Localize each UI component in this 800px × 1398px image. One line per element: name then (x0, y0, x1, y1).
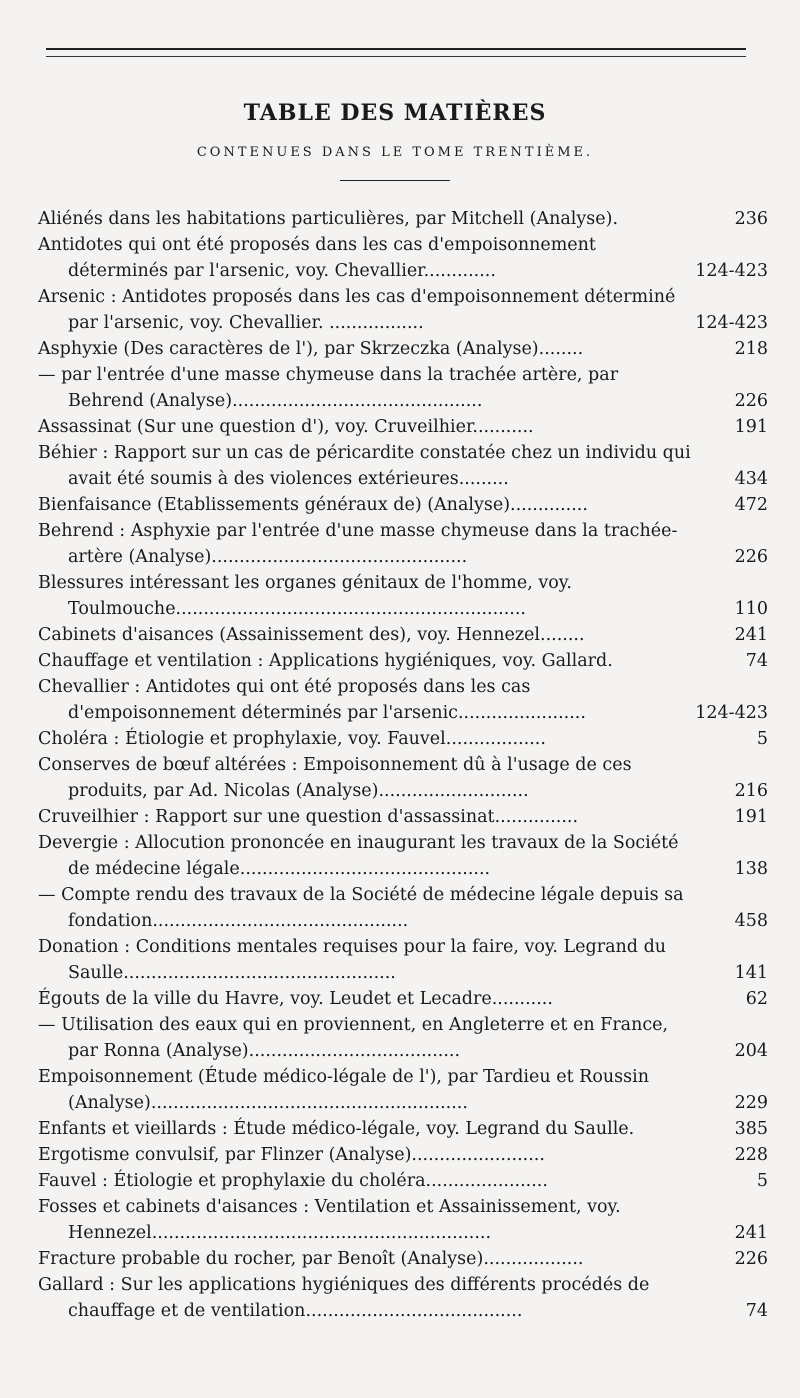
toc-entry-page: 191 (734, 807, 768, 827)
toc-entry (38, 1272, 768, 1324)
toc-entry (38, 284, 768, 336)
toc-entry-text: Assassinat (Sur une question d'), voy. Cruveilhier........... (38, 417, 534, 437)
toc-entry (38, 362, 768, 414)
toc-entry-page: 124-423 (695, 313, 768, 333)
toc-entry-page: 229 (734, 1093, 768, 1113)
toc-entry-page: 141 (734, 963, 768, 983)
toc-entry-text: Enfants et vieillards : Étude médico-légale, voy. Legrand du Saulle. (38, 1119, 635, 1139)
toc-entry (38, 1194, 768, 1246)
toc-entry-page: 138 (734, 859, 768, 879)
toc-entry-page: 124-423 (695, 703, 768, 723)
page-subtitle: CONTENUES DANS LE TOME TRENTIÈME. (196, 145, 594, 160)
toc-entry-page: 385 (734, 1119, 768, 1139)
toc-entry-text: — Compte rendu des travaux de la Société de médecine légale depuis sa fondation.............................................. (38, 885, 684, 931)
toc-entry-page: 434 (734, 469, 768, 489)
toc-entry-page: 226 (734, 1249, 768, 1269)
toc-entry-text: — par l'entrée d'une masse chymeuse dans la trachée artère, par Behrend (Analyse)............................................. (38, 365, 619, 411)
toc-entry (38, 206, 768, 232)
toc-entry-page: 124-423 (695, 261, 768, 281)
toc-entry-page: 218 (734, 339, 768, 359)
toc-entry (38, 934, 768, 986)
subtitle-rule (340, 180, 450, 181)
toc-entry-page: 62 (745, 989, 768, 1009)
toc-entry (38, 1064, 768, 1116)
toc-entry-text: Donation : Conditions mentales requises pour la faire, voy. Legrand du Saulle................................................. (38, 937, 667, 983)
toc-entry (38, 674, 768, 726)
toc-entry-text: Cabinets d'aisances (Assainissement des), voy. Hennezel........ (38, 625, 585, 645)
toc-entry-page: 458 (734, 911, 768, 931)
toc-entry (38, 986, 768, 1012)
toc-entry-text: Fauvel : Étiologie et prophylaxie du choléra...................... (38, 1171, 548, 1191)
toc-entry (38, 518, 768, 570)
toc-entry-text: Aliénés dans les habitations particulières, par Mitchell (Analyse). (38, 209, 619, 229)
toc-entry-text: Ergotisme convulsif, par Flinzer (Analyse)........................ (38, 1145, 545, 1165)
toc-entry-page: 204 (734, 1041, 768, 1061)
toc-entry-text: Gallard : Sur les applications hygiéniques des différents procédés de chauffage et de ventilation....................................... (38, 1275, 650, 1321)
toc-entry-page: 236 (734, 209, 768, 229)
toc-entry-text: Béhier : Rapport sur un cas de péricardite constatée chez un individu qui avait été soumis à des violences extérieures......... (38, 443, 691, 489)
page-title: TABLE DES MATIÈRES (243, 100, 547, 126)
toc-entry-text: Égouts de la ville du Havre, voy. Leudet et Lecadre........... (38, 989, 553, 1009)
toc-entry (38, 1142, 768, 1168)
toc-entry-page: 228 (734, 1145, 768, 1165)
toc-entry-text: Antidotes qui ont été proposés dans les cas d'empoisonnement déterminés par l'arsenic, voy. Chevallier............. (38, 235, 596, 281)
toc-entry-text: Fosses et cabinets d'aisances : Ventilation et Assainissement, voy. Hennezel............................................................. (38, 1197, 621, 1243)
toc-entry-text: Devergie : Allocution prononcée en inaugurant les travaux de la Société de médecine légale............................................. (38, 833, 679, 879)
toc-entry (38, 622, 768, 648)
toc-entry-text: Blessures intéressant les organes génitaux de l'homme, voy. Toulmouche............................................................... (38, 573, 572, 619)
toc-entry-text: Chauffage et ventilation : Applications hygiéniques, voy. Gallard. (38, 651, 613, 671)
toc-entry-text: Empoisonnement (Étude médico-légale de l'), par Tardieu et Roussin (Analyse)......................................................... (38, 1067, 649, 1113)
toc-entry-text: Bienfaisance (Etablissements généraux de) (Analyse).............. (38, 495, 588, 515)
toc-list (38, 206, 768, 1324)
toc-entry-text: — Utilisation des eaux qui en proviennent, en Angleterre et en France, par Ronna (Analyse)...................................... (38, 1015, 669, 1061)
toc-entry-text: Conserves de bœuf altérées : Empoisonnement dû à l'usage de ces produits, par Ad. Nicolas (Analyse)........................... (38, 755, 632, 801)
toc-entry-text: Arsenic : Antidotes proposés dans les cas d'empoisonnement déterminé par l'arsenic, voy. Chevallier. ................. (38, 287, 676, 333)
toc-entry-page: 110 (734, 599, 768, 619)
toc-entry (38, 804, 768, 830)
toc-entry (38, 336, 768, 362)
toc-entry-page: 74 (745, 1301, 768, 1321)
toc-entry-text: Fracture probable du rocher, par Benoît (Analyse).................. (38, 1249, 584, 1269)
toc-entry (38, 1246, 768, 1272)
toc-entry-page: 241 (734, 625, 768, 645)
toc-entry-text: Behrend : Asphyxie par l'entrée d'une masse chymeuse dans la trachée-artère (Analyse).............................................. (38, 521, 678, 567)
toc-entry (38, 1116, 768, 1142)
toc-entry (38, 570, 768, 622)
toc-entry-page: 74 (745, 651, 768, 671)
top-rule-thin (46, 56, 746, 57)
toc-entry (38, 726, 768, 752)
toc-entry (38, 752, 768, 804)
toc-entry (38, 414, 768, 440)
toc-entry-text: Choléra : Étiologie et prophylaxie, voy. Fauvel.................. (38, 729, 546, 749)
toc-entry-page: 5 (756, 1171, 768, 1191)
toc-entry-page: 216 (734, 781, 768, 801)
toc-entry-page: 191 (734, 417, 768, 437)
toc-entry-page: 5 (756, 729, 768, 749)
top-rule (46, 48, 746, 50)
toc-entry (38, 492, 768, 518)
toc-entry-page: 226 (734, 391, 768, 411)
toc-entry-text: Cruveilhier : Rapport sur une question d'assassinat............... (38, 807, 579, 827)
toc-entry-page: 241 (734, 1223, 768, 1243)
toc-entry (38, 232, 768, 284)
toc-entry-text: Asphyxie (Des caractères de l'), par Skrzeczka (Analyse)........ (38, 339, 584, 359)
toc-entry (38, 882, 768, 934)
toc-entry (38, 1012, 768, 1064)
toc-entry (38, 1168, 768, 1194)
toc-entry (38, 830, 768, 882)
toc-entry-page: 472 (734, 495, 768, 515)
toc-entry (38, 648, 768, 674)
toc-entry-page: 226 (734, 547, 768, 567)
toc-entry-text: Chevallier : Antidotes qui ont été proposés dans les cas d'empoisonnement déterminés par l'arsenic....................... (38, 677, 586, 723)
toc-entry (38, 440, 768, 492)
